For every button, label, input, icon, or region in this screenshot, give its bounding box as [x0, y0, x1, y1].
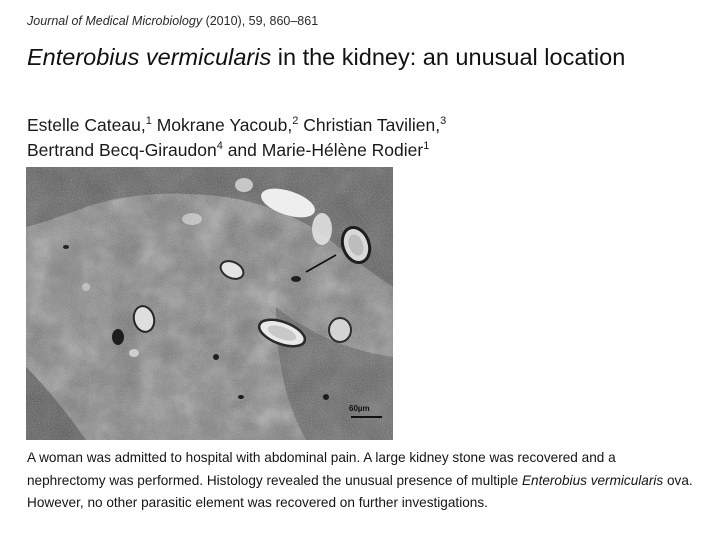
- abstract-text: [27, 447, 697, 515]
- micrograph-image: [26, 167, 393, 440]
- journal-citation: [27, 14, 318, 28]
- journal-name: Journal of Medical Microbiology: [27, 14, 203, 28]
- author-affiliation-mark: 1: [423, 140, 430, 152]
- author-affiliation-mark: 1: [145, 115, 152, 127]
- author-name: Marie-Hélène Rodier: [261, 140, 424, 160]
- author-name: Bertrand Becq-Giraudon: [27, 140, 217, 160]
- author-list: [27, 113, 707, 163]
- author-name: Mokrane Yacoub,: [156, 115, 293, 135]
- abstract-part-1: A woman was admitted to hospital with abdominal pain. A large kidney stone was recovered and a nephrectomy was performed. Histology revealed the unusual presence of multiple: [27, 450, 616, 488]
- abstract-part-2: ova. However, no other parasitic element was recovered on further investigations.: [27, 472, 693, 510]
- title-species: Enterobius vermicularis: [27, 44, 272, 70]
- author-affiliation-mark: 2: [292, 115, 299, 127]
- author-name: Christian Tavilien,: [303, 115, 441, 135]
- scale-bar-label: 60µm: [349, 404, 370, 413]
- author-name: Estelle Cateau,: [27, 115, 146, 135]
- article-title: [27, 43, 687, 71]
- author-affiliation-mark: 4: [216, 140, 223, 152]
- abstract-species: Enterobius vermicularis: [521, 472, 664, 488]
- author-separator: and: [222, 140, 262, 160]
- author-affiliation-mark: 3: [440, 115, 447, 127]
- citation-details: (2010), 59, 860–861: [202, 14, 319, 28]
- title-rest: in the kidney: an unusual location: [271, 44, 626, 70]
- histology-micrograph: [26, 167, 393, 440]
